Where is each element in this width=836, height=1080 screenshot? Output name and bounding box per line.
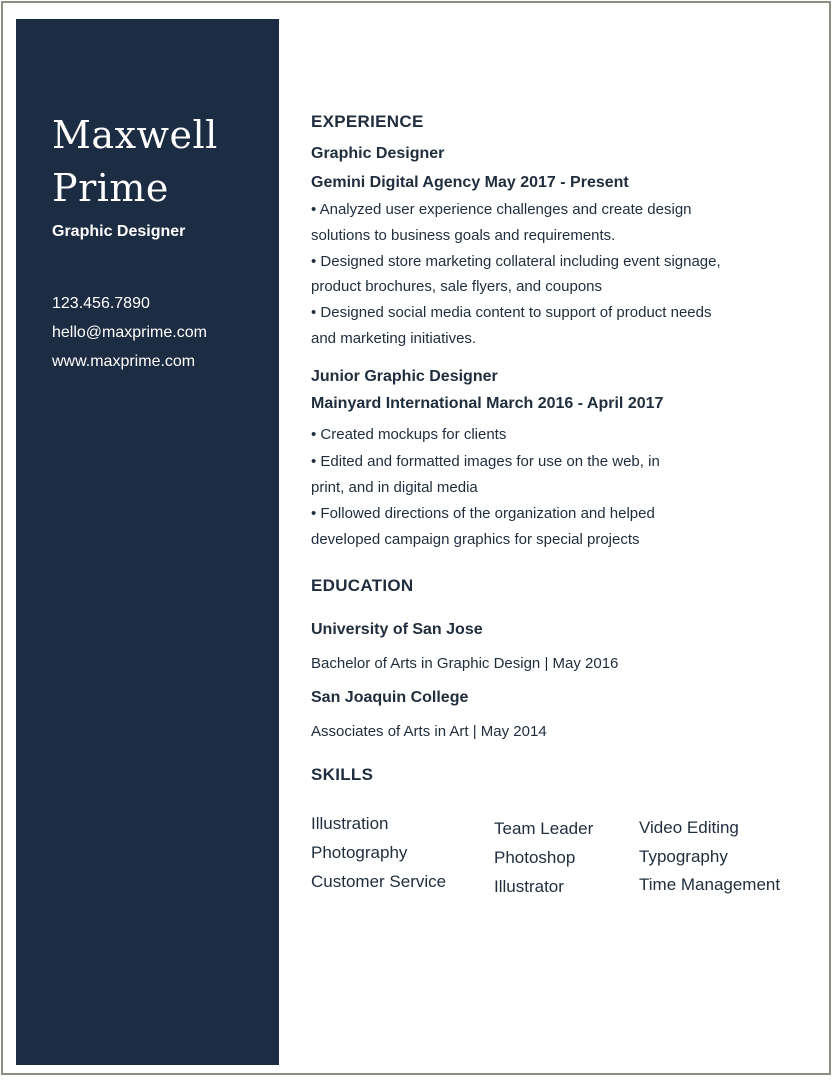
job-role: Graphic Designer <box>52 223 186 240</box>
first-name: Maxwell <box>52 113 218 157</box>
job-bullet-line: • Created mockups for clients <box>311 426 507 443</box>
sidebar <box>16 19 279 1065</box>
school-detail: Bachelor of Arts in Graphic Design | May 2016 <box>311 655 619 672</box>
job-bullet-line: product brochures, sale flyers, and coupons <box>311 278 602 295</box>
skill-item: Customer Service <box>311 872 447 891</box>
skill-item: Typography <box>639 847 728 866</box>
job-company-dates: Mainyard International March 2016 - April 2017 <box>311 395 664 412</box>
job-bullet-line: • Designed social media content to support of product needs <box>311 304 712 321</box>
job-company-dates: Gemini Digital Agency May 2017 - Present <box>311 174 629 191</box>
job-bullet-line: • Designed store marketing collateral including event signage, <box>311 253 721 270</box>
website-url: www.maxprime.com <box>52 353 196 370</box>
skill-item: Team Leader <box>494 819 594 838</box>
job-bullet-line: and marketing initiatives. <box>311 330 477 347</box>
full-name <box>52 109 218 215</box>
skill-item: Photography <box>311 843 408 862</box>
education-heading: EDUCATION <box>311 576 414 595</box>
job-bullet-line: print, and in digital media <box>311 479 478 496</box>
school-name: San Joaquin College <box>311 689 469 706</box>
skill-item: Photoshop <box>494 848 576 867</box>
job-bullet-line: • Followed directions of the organization and helped <box>311 505 655 522</box>
job-bullet-line: solutions to business goals and requirements. <box>311 227 616 244</box>
skill-item: Video Editing <box>639 818 739 837</box>
job-title: Graphic Designer <box>311 145 445 162</box>
skill-item: Illustrator <box>494 877 564 896</box>
job-bullet-line: developed campaign graphics for special projects <box>311 531 640 548</box>
experience-heading: EXPERIENCE <box>311 112 424 131</box>
job-bullet-line: • Edited and formatted images for use on the web, in <box>311 453 660 470</box>
job-bullet-line: • Analyzed user experience challenges and create design <box>311 201 692 218</box>
skill-item: Time Management <box>639 875 781 894</box>
job-title: Junior Graphic Designer <box>311 368 498 385</box>
skills-heading: SKILLS <box>311 765 374 784</box>
last-name: Prime <box>52 166 169 210</box>
email-address: hello@maxprime.com <box>52 324 207 341</box>
school-detail: Associates of Arts in Art | May 2014 <box>311 723 547 740</box>
school-name: University of San Jose <box>311 621 483 638</box>
phone-number: 123.456.7890 <box>52 295 150 312</box>
contact-info <box>52 289 207 376</box>
skill-item: Illustration <box>311 814 389 833</box>
